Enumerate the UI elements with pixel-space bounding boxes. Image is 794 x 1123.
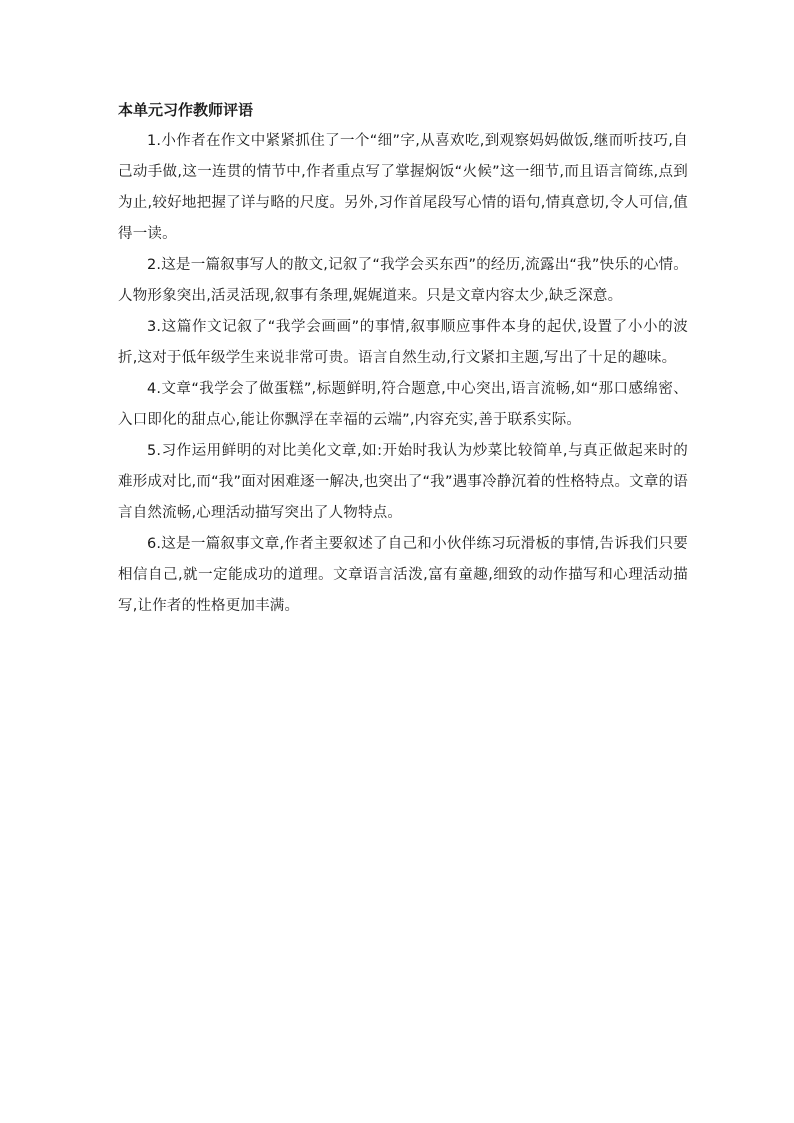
document-title: 本单元习作教师评语 [118, 101, 254, 119]
document-body [118, 96, 688, 622]
comment-paragraph-4: 4.文章“我学会了做蛋糕”,标题鲜明,符合题意,中心突出,语言流畅,如“那口感绵密、入口即化的甜点心,能让你飘浮在幸福的云端”,内容充实,善于联系实际。 [118, 381, 688, 428]
comment-paragraph-2: 2.这是一篇叙事写人的散文,记叙了“我学会买东西”的经历,流露出“我”快乐的心情。人物形象突出,活灵活现,叙事有条理,娓娓道来。只是文章内容太少,缺乏深意。 [118, 257, 688, 304]
comment-paragraph-5: 5.习作运用鲜明的对比美化文章,如:开始时我认为炒菜比较简单,与真正做起来时的难形成对比,而“我”面对困难逐一解决,也突出了“我”遇事冷静沉着的性格特点。文章的语言自然流畅,心理活动描写突出了人物特点。 [118, 443, 688, 521]
comment-paragraph-3: 3.这篇作文记叙了“我学会画画”的事情,叙事顺应事件本身的起伏,设置了小小的波折,这对于低年级学生来说非常可贵。语言自然生动,行文紧扣主题,写出了十足的趣味。 [118, 319, 688, 366]
comment-paragraph-1: 1.小作者在作文中紧紧抓住了一个“细”字,从喜欢吃,到观察妈妈做饭,继而听技巧,自己动手做,这一连贯的情节中,作者重点写了掌握焖饭“火候”这一细节,而且语言简练,点到为止,较好地把握了详与略的尺度。另外,习作首尾段写心情的语句,情真意切,令人可信,值得一读。 [118, 133, 688, 242]
comment-paragraph-6: 6.这是一篇叙事文章,作者主要叙述了自己和小伙伴练习玩滑板的事情,告诉我们只要相信自己,就一定能成功的道理。文章语言活泼,富有童趣,细致的动作描写和心理活动描写,让作者的性格更加丰满。 [118, 536, 688, 614]
